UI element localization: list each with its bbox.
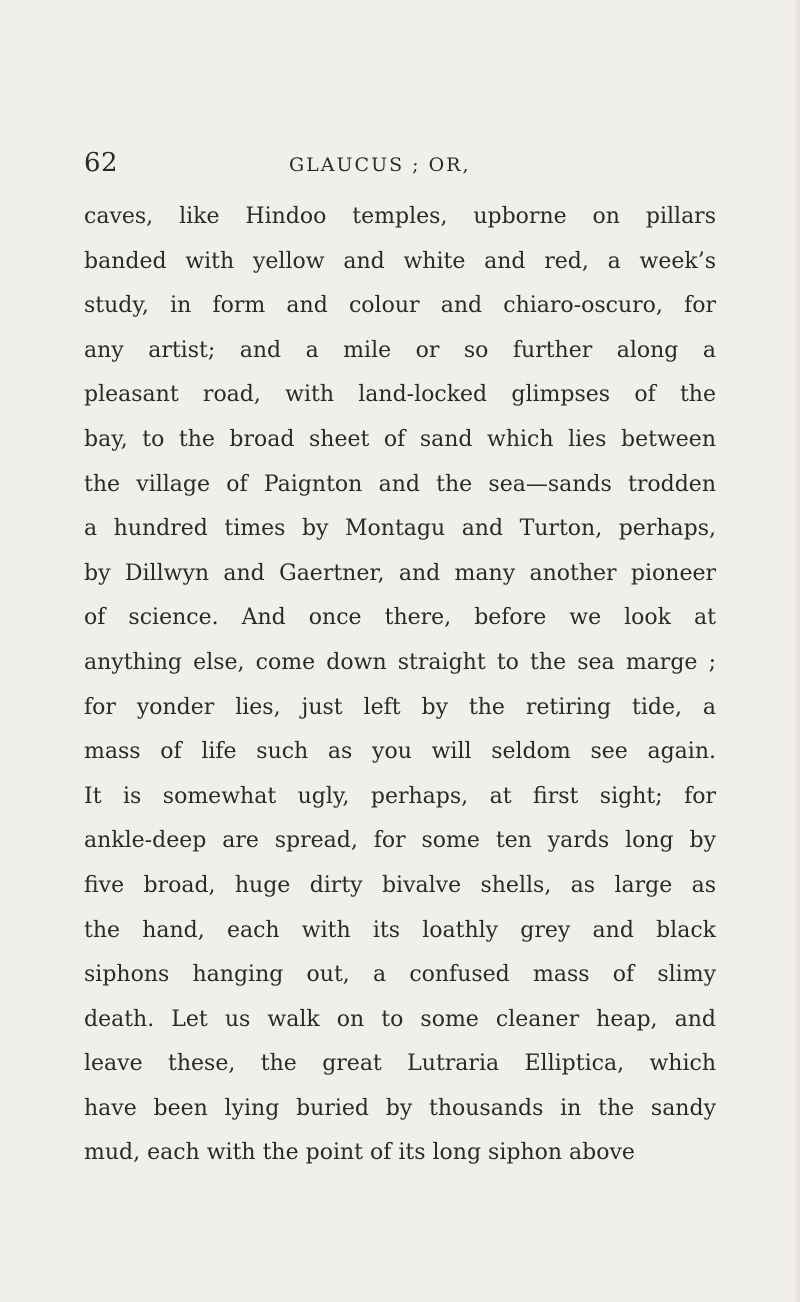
text-line: by Dillwyn and Gaertner, and many another pioneer xyxy=(84,560,716,586)
text-line: bay, to the broad sheet of sand which lies between xyxy=(84,426,716,452)
page-edge xyxy=(794,0,800,1302)
text-line: have been lying buried by thousands in the sandy xyxy=(84,1095,716,1121)
text-line: for yonder lies, just left by the retiring tide, a xyxy=(84,694,716,720)
text-line: death. Let us walk on to some cleaner heap, and xyxy=(84,1006,716,1032)
text-line: mud, each with the point of its long siphon above xyxy=(84,1140,635,1166)
text-line: mass of life such as you will seldom see again. xyxy=(84,739,716,765)
text-line: study, in form and colour and chiaro-oscuro, for xyxy=(84,293,716,319)
text-line: leave these, the great Lutraria Elliptica, which xyxy=(84,1051,716,1077)
page-number: 62 xyxy=(84,148,119,178)
running-head xyxy=(84,148,684,188)
text-line: caves, like Hindoo temples, upborne on pillars xyxy=(84,204,716,229)
text-line: siphons hanging out, a confused mass of slimy xyxy=(84,962,716,988)
text-line: ankle-deep are spread, for some ten yards long by xyxy=(84,828,716,854)
running-title: GLAUCUS ; OR, xyxy=(289,154,471,176)
text-line: any artist; and a mile or so further along a xyxy=(84,337,716,363)
text-line: five broad, huge dirty bivalve shells, as large as xyxy=(84,872,716,898)
text-line: a hundred times by Montagu and Turton, perhaps, xyxy=(84,516,716,542)
text-line: pleasant road, with land-locked glimpses of the xyxy=(84,382,716,408)
text-line: banded with yellow and white and red, a week’s xyxy=(84,248,716,274)
text-line: It is somewhat ugly, perhaps, at first sight; for xyxy=(84,783,716,809)
text-line: the village of Paignton and the sea—sands trodden xyxy=(84,471,716,497)
text-line: anything else, come down straight to the sea marge ; xyxy=(84,649,716,675)
text-line: of science. And once there, before we look at xyxy=(84,605,716,631)
text-line: the hand, each with its loathly grey and black xyxy=(84,917,716,943)
body-text xyxy=(84,195,716,1176)
